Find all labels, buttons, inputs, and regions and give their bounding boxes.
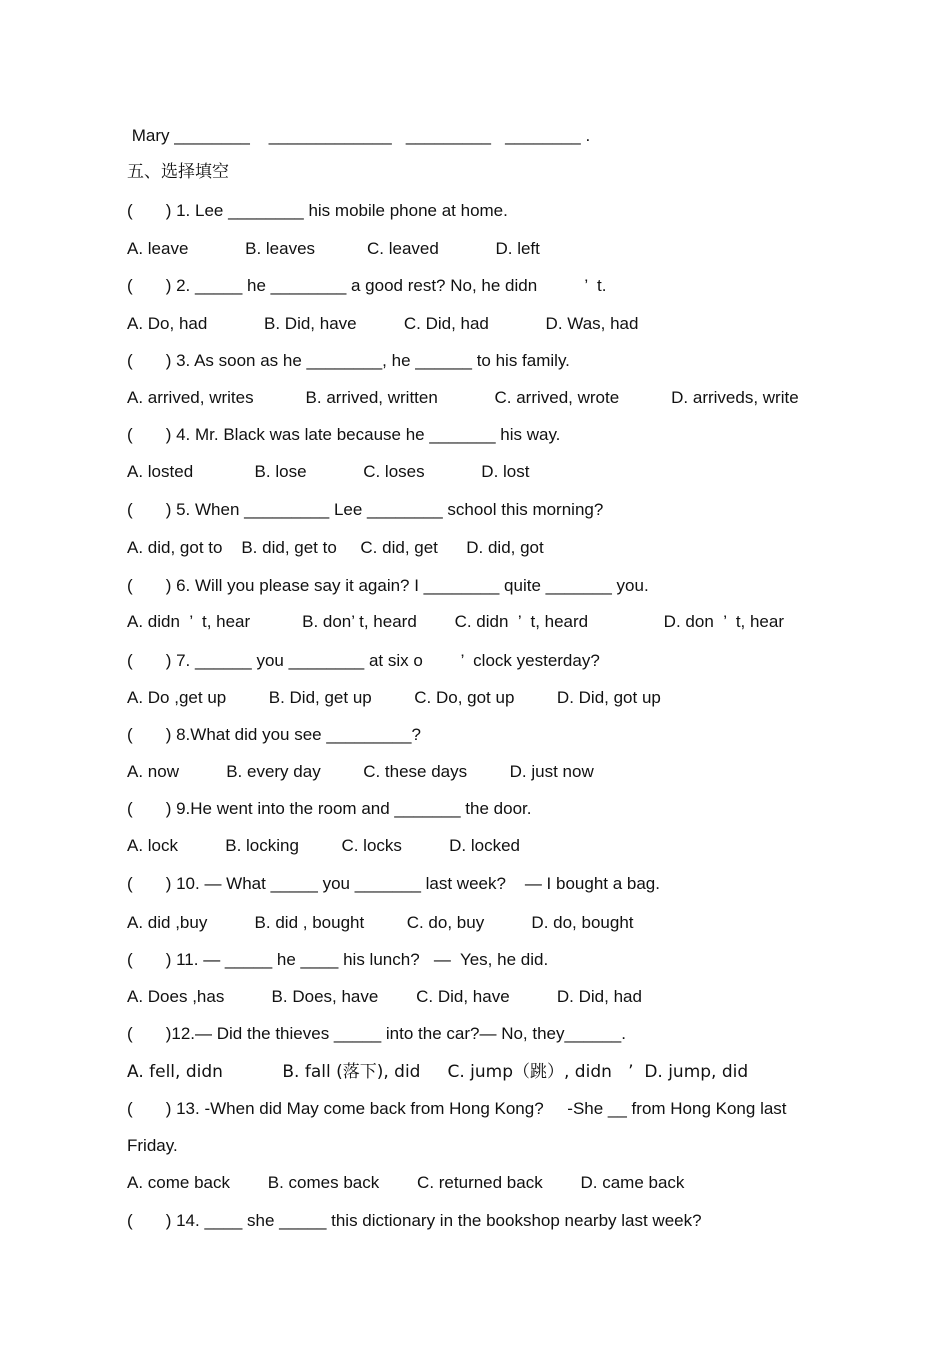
question-4: ( ) 4. Mr. Black was late because he _______ his way. bbox=[127, 425, 561, 444]
options-3: A. arrived, writes B. arrived, written C. arrived, wrote D. arriveds, write bbox=[127, 388, 799, 407]
options-11: A. Does ,has B. Does, have C. Did, have D. Did, had bbox=[127, 987, 642, 1006]
question-11: ( ) 11. — _____ he ____ his lunch? — Yes, he did. bbox=[127, 950, 549, 969]
options-4: A. losted B. lose C. loses D. lost bbox=[127, 462, 530, 481]
question-9: ( ) 9.He went into the room and _______ the door. bbox=[127, 799, 532, 818]
question-13-continued: Friday. bbox=[127, 1136, 178, 1155]
question-13: ( ) 13. -When did May come back from Hong Kong? -She __ from Hong Kong last bbox=[127, 1099, 787, 1118]
question-6: ( ) 6. Will you please say it again? I ________ quite _______ you. bbox=[127, 576, 649, 595]
options-5: A. did, got to B. did, get to C. did, get D. did, got bbox=[127, 538, 544, 557]
options-7: A. Do ,get up B. Did, get up C. Do, got up D. Did, got up bbox=[127, 688, 661, 707]
options-9: A. lock B. locking C. locks D. locked bbox=[127, 836, 521, 855]
question-1: ( ) 1. Lee ________ his mobile phone at home. bbox=[127, 201, 508, 220]
options-10: A. did ,buy B. did , bought C. do, buy D. do, bought bbox=[127, 913, 634, 932]
section-heading: 五、选择填空 bbox=[127, 162, 229, 182]
question-8: ( ) 8.What did you see _________? bbox=[127, 725, 421, 744]
options-6: A. didn ’ t, hear B. don’ t, heard C. didn ’ t, heard D. don ’ t, hear bbox=[127, 612, 785, 631]
question-14: ( ) 14. ____ she _____ this dictionary in the bookshop nearby last week? bbox=[127, 1211, 702, 1230]
answer-line-mary: Mary ________ _____________ _________ ________ . bbox=[127, 126, 591, 145]
options-2: A. Do, had B. Did, have C. Did, had D. Was, had bbox=[127, 314, 639, 333]
question-3: ( ) 3. As soon as he ________, he ______ to his family. bbox=[127, 351, 570, 370]
question-10: ( ) 10. — What _____ you _______ last week? — I bought a bag. bbox=[127, 874, 660, 893]
question-2: ( ) 2. _____ he ________ a good rest? No, he didn ’ t. bbox=[127, 276, 607, 295]
options-12: A. fell, didn B. fall (落下), did C. jump（跳）, didn ’ D. jump, did bbox=[127, 1062, 749, 1082]
options-8: A. now B. every day C. these days D. just now bbox=[127, 762, 594, 781]
question-12: ( )12.— Did the thieves _____ into the car?— No, they______. bbox=[127, 1024, 626, 1043]
options-1: A. leave B. leaves C. leaved D. left bbox=[127, 239, 540, 258]
options-13: A. come back B. comes back C. returned back D. came back bbox=[127, 1173, 685, 1192]
question-7: ( ) 7. ______ you ________ at six o ’ clock yesterday? bbox=[127, 651, 600, 670]
question-5: ( ) 5. When _________ Lee ________ school this morning? bbox=[127, 500, 604, 519]
